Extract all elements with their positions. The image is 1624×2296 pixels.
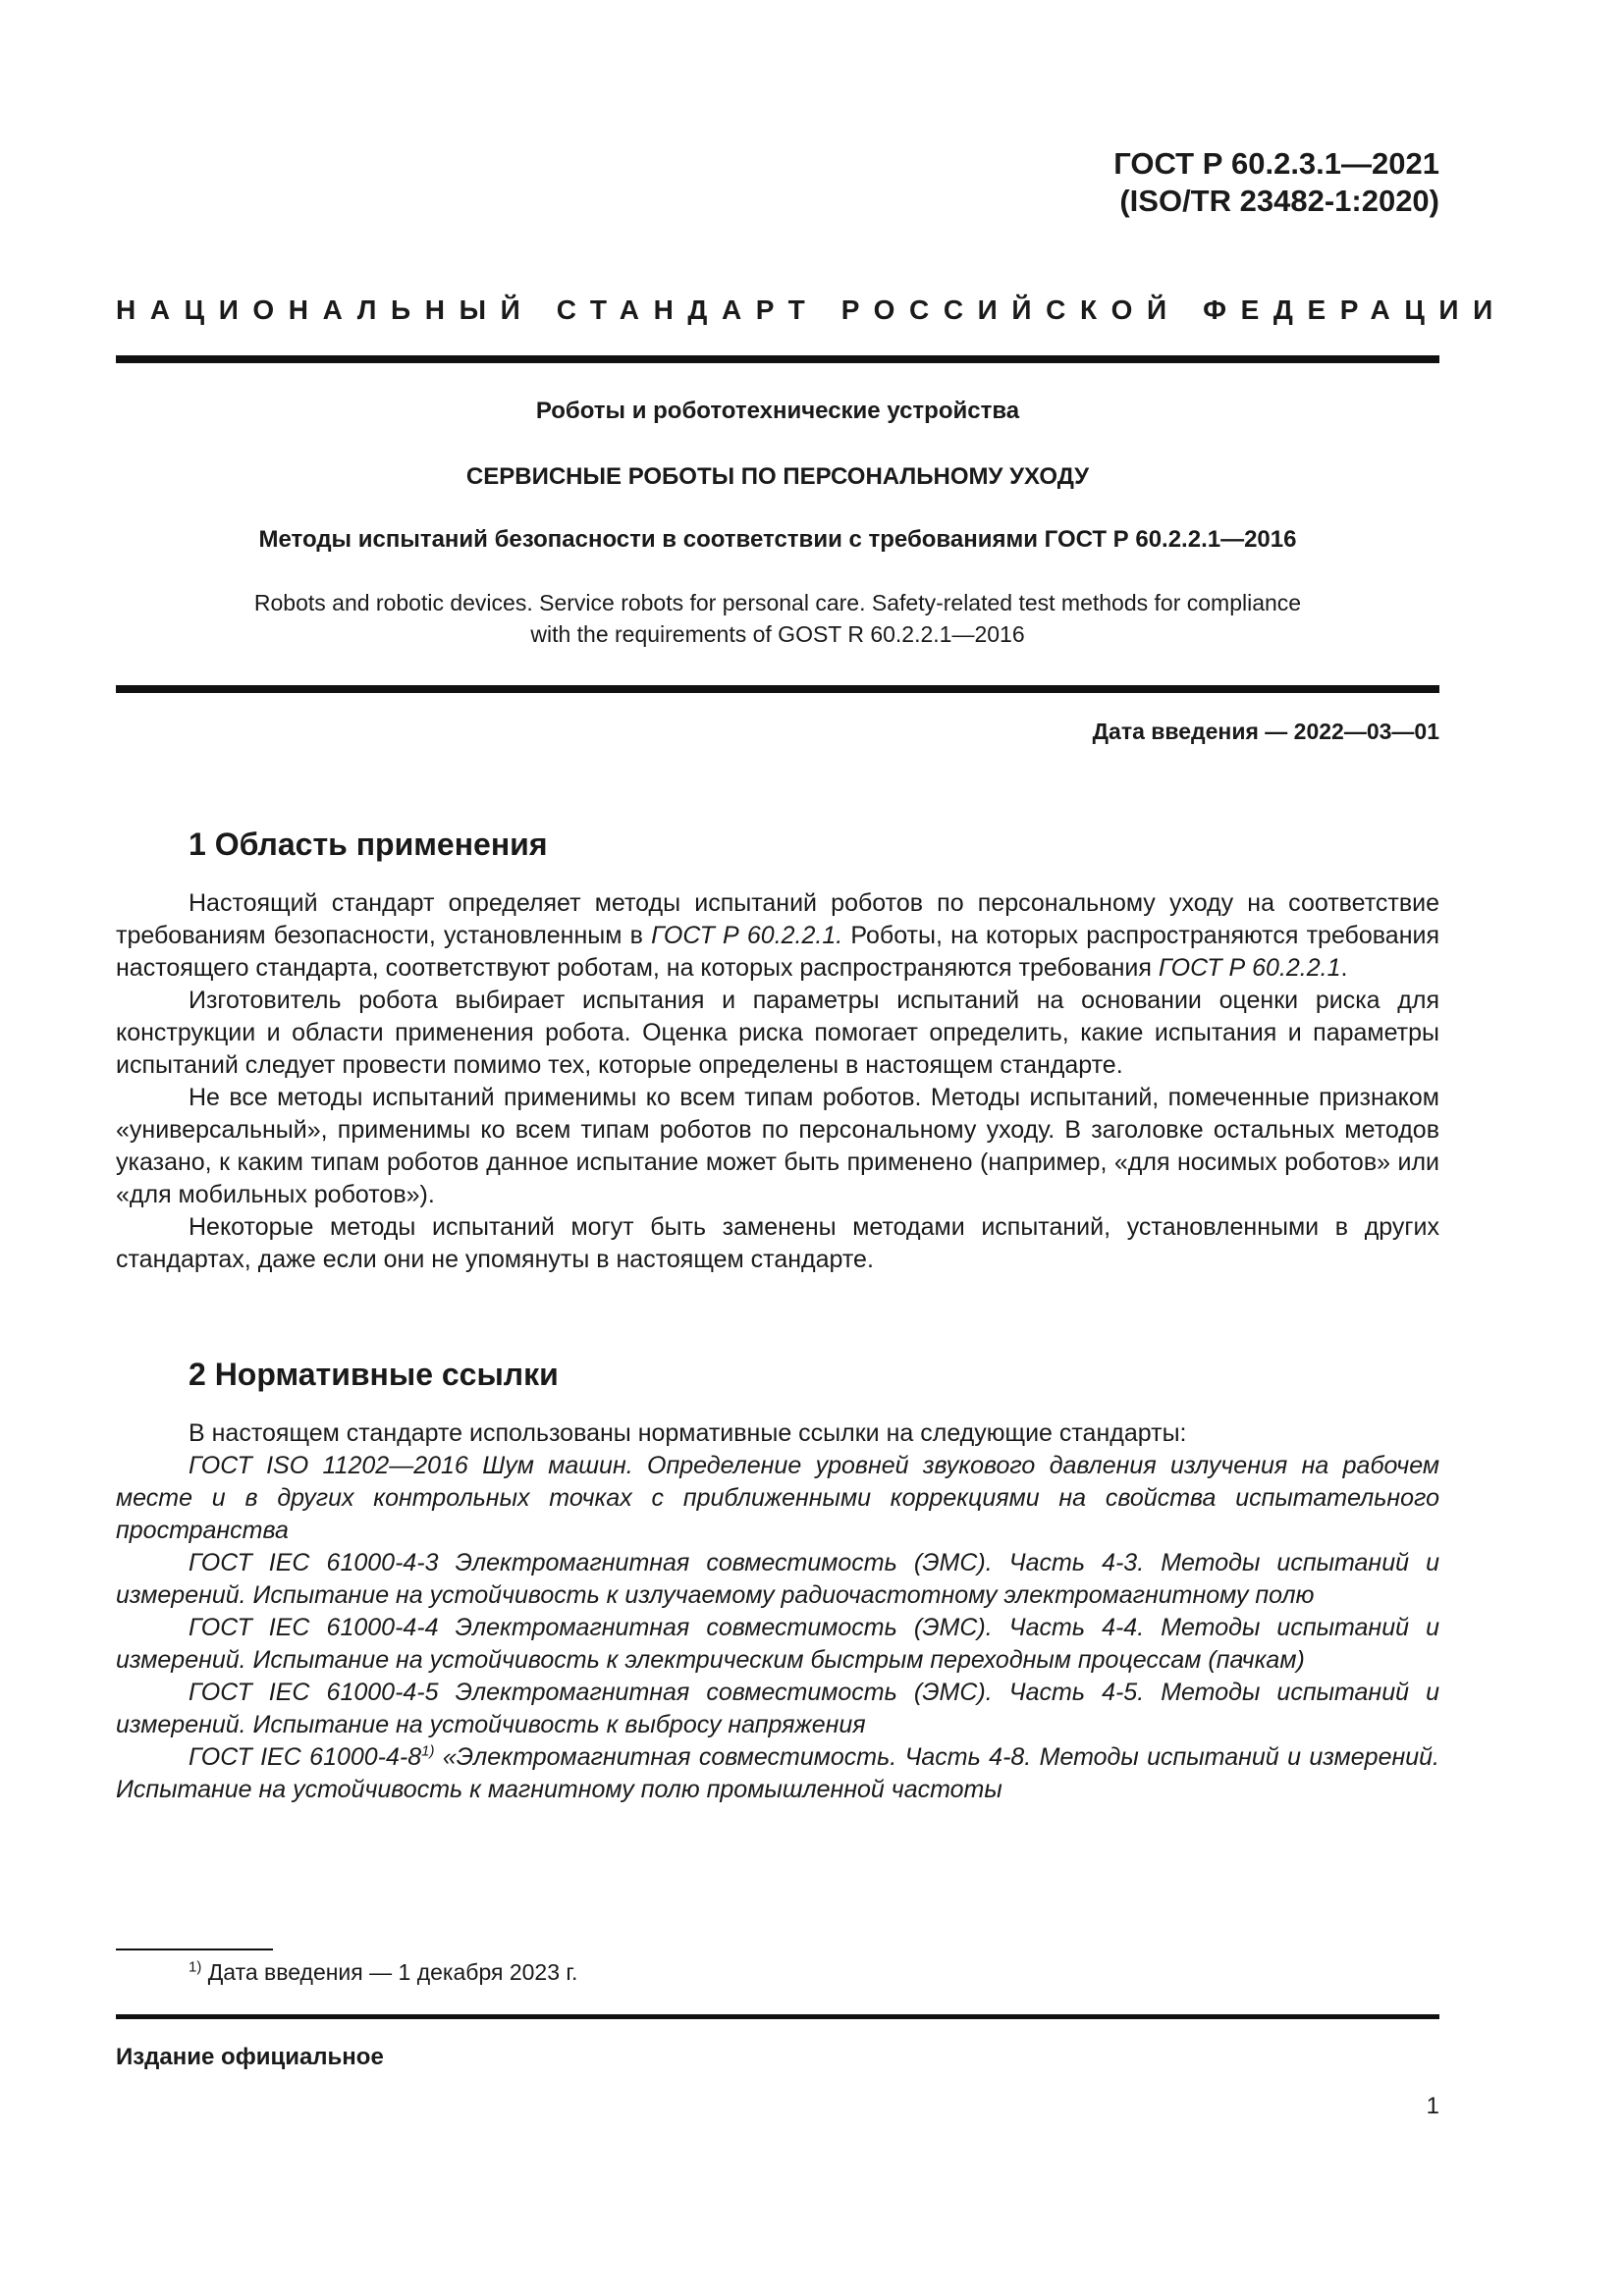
section1-p1-text-c: . — [1340, 954, 1348, 982]
official-edition-label: Издание официальное — [116, 2044, 384, 2070]
reference-5-title: «Электромагнитная совместимость. Часть 4-8. Методы испытаний и измерений. Испытание на устойчивость к магнитному полю промышленной частоты — [116, 1743, 1439, 1803]
normative-reference-3: ГОСТ IEC 61000-4-4 Электромагнитная совместимость (ЭМС). Часть 4-4. Методы испытаний и измерений. Испытание на устойчивость к электрическим быстрым переходным процессам (пачкам) — [116, 1614, 1439, 1674]
english-title — [116, 587, 1439, 650]
section1-heading — [189, 827, 548, 863]
page-number: 1 — [1426, 2093, 1439, 2119]
section2-body — [116, 1417, 1439, 1806]
standard-code-line2: (ISO/TR 23482-1:2020) — [1119, 184, 1439, 218]
normative-reference-2: ГОСТ IEC 61000-4-3 Электромагнитная совместимость (ЭМС). Часть 4-3. Методы испытаний и измерений. Испытание на устойчивость к излучаемому радиочастотному электромагнитному полю — [116, 1549, 1439, 1609]
footnote-mark: 1) — [189, 1958, 202, 1976]
footnote — [189, 1959, 577, 1986]
section1-p1-ref2: ГОСТ Р 60.2.2.1 — [1158, 954, 1341, 982]
title-bottom-rule — [116, 685, 1439, 693]
section1-paragraph-3: Не все методы испытаний применимы ко всем типам роботов. Методы испытаний, помеченные признаком «универсальный», применимы ко всем типам роботов по персональному уходу. В заголовке остальных методов указано, к каким типам роботов данное испытание может быть применено (например, «для носимых роботов» или «для мобильных роботов»). — [116, 1084, 1439, 1208]
section1-paragraph-4: Некоторые методы испытаний могут быть заменены методами испытаний, установленными в других стандартах, даже если они не упомянуты в настоящем стандарте. — [116, 1213, 1439, 1273]
reference-5-code: ГОСТ IEC 61000-4-8 — [189, 1743, 422, 1771]
normative-reference-4: ГОСТ IEC 61000-4-5 Электромагнитная совместимость (ЭМС). Часть 4-5. Методы испытаний и измерений. Испытание на устойчивость к выбросу напряжения — [116, 1679, 1439, 1738]
section1-p1-ref1: ГОСТ Р 60.2.2.1. — [651, 922, 843, 949]
title-line3: Методы испытаний безопасности в соответствии с требованиями ГОСТ Р 60.2.2.1—2016 — [258, 526, 1297, 553]
footnote-text: Дата введения — 1 декабря 2023 г. — [201, 1959, 578, 1985]
standard-code — [1113, 145, 1439, 220]
section2-intro: В настоящем стандарте использованы нормативные ссылки на следующие стандарты: — [189, 1419, 1187, 1447]
section1-p1-text-b: Роботы, на которых распространяются требования настоящего стандарта, соответствуют роботам, на которых распространяются требования — [116, 922, 1439, 982]
section1-p1-text-a: Настоящий стандарт определяет методы испытаний роботов по персональному уходу на соответствие требованиям безопасности, установленным в — [116, 889, 1439, 949]
footnote-marker: 1) — [421, 1742, 435, 1760]
title-line2: СЕРВИСНЫЕ РОБОТЫ ПО ПЕРСОНАЛЬНОМУ УХОДУ — [465, 463, 1090, 490]
section1-heading-text: 1 Область применения — [189, 827, 548, 862]
section1-paragraph-2: Изготовитель робота выбирает испытания и параметры испытаний на основании оценки риска для конструкции и области применения робота. Оценка риска помогает определить, какие испытания и параметры испытаний следует провести помимо тех, которые определены в настоящем стандарте. — [116, 987, 1439, 1079]
top-rule — [116, 355, 1439, 363]
footnote-separator — [116, 1949, 273, 1950]
introduction-date: Дата введения — 2022—03—01 — [1092, 719, 1439, 744]
title-line1: Роботы и робототехнические устройства — [535, 398, 1020, 424]
english-title-line1: Robots and robotic devices. Service robots for personal care. Safety-related test methods for compliance — [253, 590, 1302, 615]
normative-reference-1: ГОСТ ISO 11202—2016 Шум машин. Определение уровней звукового давления излучения на рабочем месте и в других контрольных точках с приближенными коррекциями на свойства испытательного пространства — [116, 1452, 1439, 1544]
section2-heading-text: 2 Нормативные ссылки — [189, 1357, 559, 1392]
footer-rule — [116, 2014, 1439, 2019]
national-standard-title: НАЦИОНАЛЬНЫЙ СТАНДАРТ РОССИЙСКОЙ ФЕДЕРАЦИИ — [116, 294, 1507, 325]
section1-body — [116, 887, 1439, 1276]
section2-heading — [189, 1357, 559, 1393]
english-title-line2: with the requirements of GOST R 60.2.2.1—2016 — [530, 621, 1025, 647]
standard-code-line1: ГОСТ Р 60.2.3.1—2021 — [1113, 146, 1439, 181]
normative-reference-5 — [116, 1741, 1439, 1806]
section1-paragraph-1 — [116, 887, 1439, 985]
